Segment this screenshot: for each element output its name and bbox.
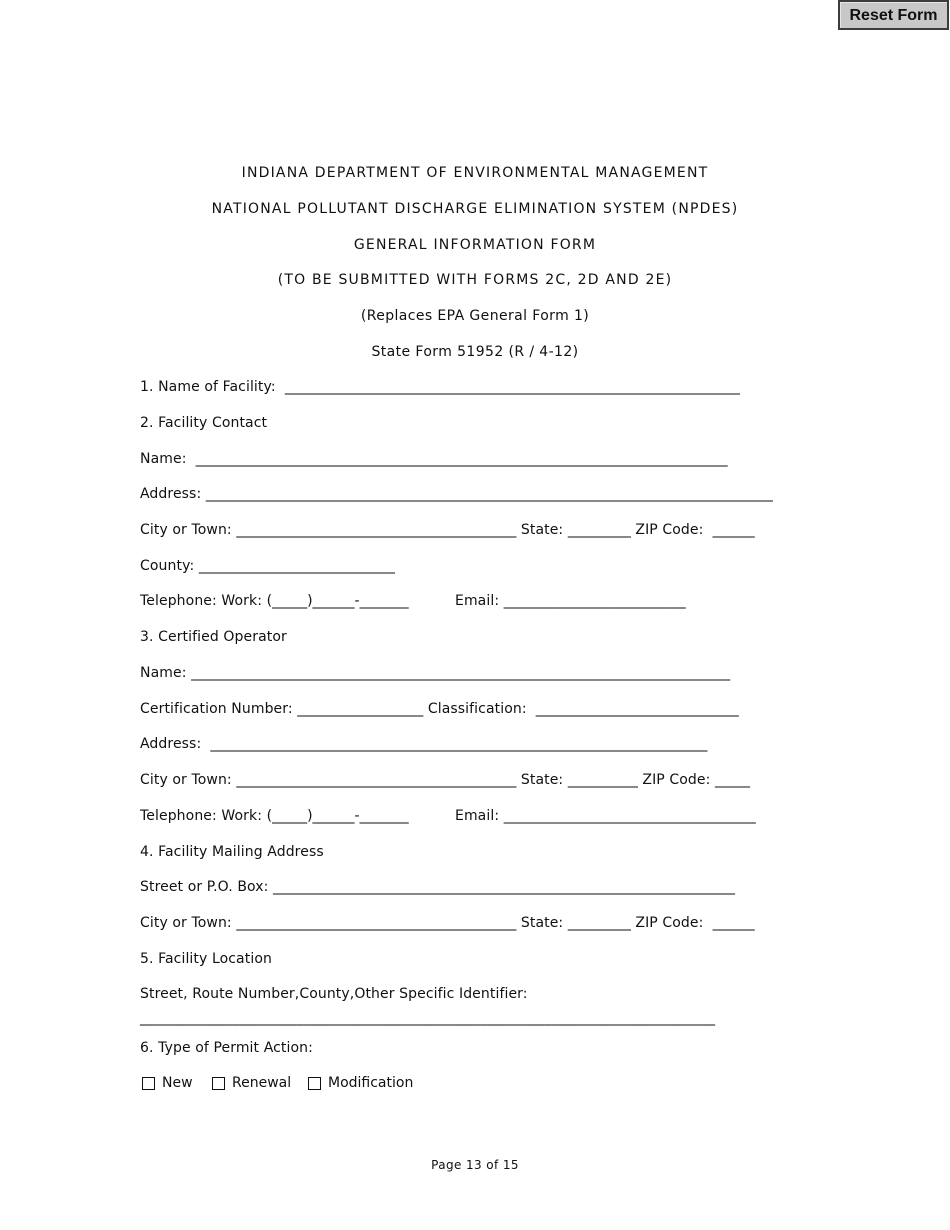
facility-name-row (140, 379, 740, 395)
mailing-city-field[interactable]: ________________________________________ (236, 915, 517, 931)
contact-county-field[interactable]: ____________________________ (198, 558, 395, 574)
operator-email-label: Email: (455, 808, 500, 824)
mailing-state-label: State: (520, 915, 564, 931)
certification-number-field[interactable]: __________________ (297, 701, 424, 717)
operator-address-field[interactable]: _______________________________________________________________________ (210, 736, 708, 752)
mailing-city-row (140, 915, 755, 931)
contact-address-field[interactable]: _________________________________________________________________________________ (205, 486, 773, 502)
operator-zip-label: ZIP Code: (642, 772, 711, 788)
mailing-zip-label: ZIP Code: (635, 915, 704, 931)
operator-address-row (140, 736, 707, 752)
facility-name-label: 1. Name of Facility: (140, 379, 276, 395)
operator-phone-field[interactable]: (_____)______-_______ (266, 808, 409, 824)
operator-city-label: City or Town: (140, 772, 232, 788)
permit-new-label: New (162, 1075, 193, 1091)
operator-phone-row (140, 808, 409, 824)
permit-modification-checkbox[interactable] (308, 1077, 321, 1090)
classification-label: Classification: (427, 701, 527, 717)
facility-name-field[interactable]: _________________________________________________________________ (284, 379, 740, 395)
contact-city-field[interactable]: ________________________________________ (236, 522, 517, 538)
page-number: Page 13 of 15 (431, 1158, 519, 1172)
permit-modification-label: Modification (328, 1075, 414, 1091)
contact-phone-label: Telephone: Work: (140, 593, 263, 609)
contact-city-label: City or Town: (140, 522, 232, 538)
permit-renewal-option[interactable] (212, 1075, 291, 1091)
operator-city-field[interactable]: ________________________________________ (236, 772, 517, 788)
contact-state-label: State: (520, 522, 564, 538)
operator-city-row (140, 772, 750, 788)
contact-email-field[interactable]: __________________________ (503, 593, 686, 609)
mailing-address-heading: 4. Facility Mailing Address (140, 844, 324, 860)
contact-email-row (455, 593, 686, 609)
operator-email-row (455, 808, 756, 824)
contact-county-label: County: (140, 558, 195, 574)
submitted-with-note: (TO BE SUBMITTED WITH FORMS 2C, 2D AND 2E) (277, 272, 673, 288)
contact-name-row (140, 451, 728, 467)
contact-email-label: Email: (455, 593, 500, 609)
location-identifier-label: Street, Route Number,County,Other Specific Identifier: (140, 986, 528, 1002)
operator-name-row (140, 665, 730, 681)
permit-new-option[interactable] (142, 1075, 193, 1091)
permit-new-checkbox[interactable] (142, 1077, 155, 1090)
mailing-street-field[interactable]: __________________________________________________________________ (273, 879, 736, 895)
reset-form-button[interactable]: Reset Form (838, 0, 949, 30)
contact-name-field[interactable]: ____________________________________________________________________________ (195, 451, 728, 467)
mailing-city-label: City or Town: (140, 915, 232, 931)
operator-address-label: Address: (140, 736, 202, 752)
permit-renewal-checkbox[interactable] (212, 1077, 225, 1090)
operator-state-field[interactable]: __________ (567, 772, 638, 788)
facility-contact-heading: 2. Facility Contact (140, 415, 268, 431)
state-form-number: State Form 51952 (R / 4-12) (371, 344, 579, 360)
contact-address-row (140, 486, 773, 502)
operator-phone-label: Telephone: Work: (140, 808, 263, 824)
contact-state-field[interactable]: _________ (567, 522, 631, 538)
location-identifier-field[interactable]: _________________________________________________________________________________ (140, 1010, 716, 1026)
contact-address-label: Address: (140, 486, 202, 502)
contact-zip-label: ZIP Code: (635, 522, 704, 538)
mailing-state-field[interactable]: _________ (567, 915, 631, 931)
certification-number-label: Certification Number: (140, 701, 293, 717)
permit-action-heading: 6. Type of Permit Action: (140, 1040, 313, 1056)
certified-operator-heading: 3. Certified Operator (140, 629, 287, 645)
mailing-street-row (140, 879, 735, 895)
operator-state-label: State: (520, 772, 564, 788)
classification-field[interactable]: _____________________________ (535, 701, 739, 717)
replaces-note: (Replaces EPA General Form 1) (360, 308, 590, 324)
contact-phone-row (140, 593, 409, 609)
operator-name-field[interactable]: _____________________________________________________________________________ (191, 665, 731, 681)
permit-modification-option[interactable] (308, 1075, 413, 1091)
form-title: GENERAL INFORMATION FORM (353, 237, 597, 253)
contact-county-row (140, 558, 395, 574)
contact-zip-field[interactable]: ______ (712, 522, 755, 538)
operator-cert-row (140, 701, 739, 717)
contact-city-row (140, 522, 755, 538)
operator-zip-field[interactable]: _____ (715, 772, 751, 788)
agency-heading: INDIANA DEPARTMENT OF ENVIRONMENTAL MANAGEMENT (241, 165, 709, 181)
system-heading: NATIONAL POLLUTANT DISCHARGE ELIMINATION SYSTEM (NPDES) (211, 201, 739, 217)
permit-renewal-label: Renewal (232, 1075, 292, 1091)
operator-email-field[interactable]: ____________________________________ (503, 808, 756, 824)
mailing-zip-field[interactable]: ______ (712, 915, 755, 931)
contact-phone-field[interactable]: (_____)______-_______ (266, 593, 409, 609)
facility-location-heading: 5. Facility Location (140, 951, 272, 967)
contact-name-label: Name: (140, 451, 187, 467)
mailing-street-label: Street or P.O. Box: (140, 879, 269, 895)
operator-name-label: Name: (140, 665, 187, 681)
